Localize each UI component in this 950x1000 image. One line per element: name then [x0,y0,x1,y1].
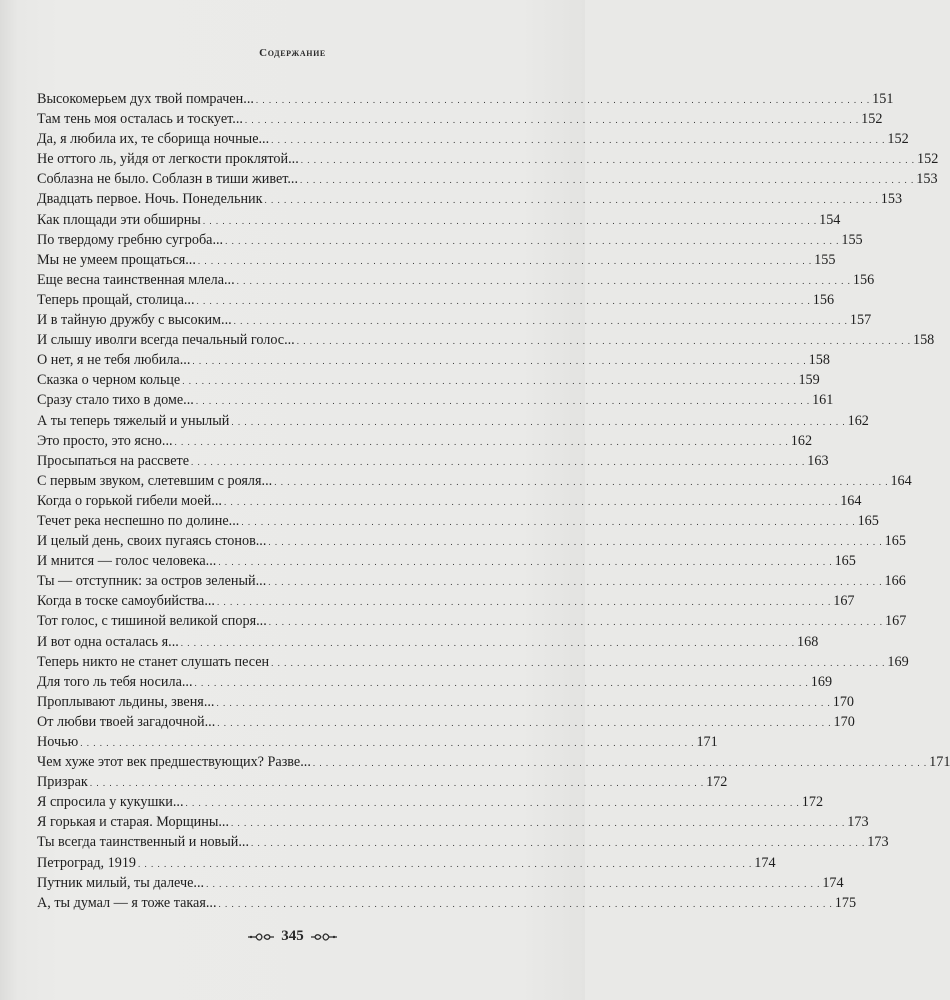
toc-entry-page: 162 [847,412,869,429]
fleuron-ornament-icon [310,931,338,943]
toc-entry [37,270,875,290]
toc-dot-leader [256,89,870,110]
toc-entry-title: Высокомерьем дух твой помрачен... [37,91,254,107]
toc-entry-page: 152 [887,131,909,148]
toc-entry-title: Призрак [37,774,88,791]
toc-entry-page: 156 [852,271,875,288]
toc-dot-leader [271,129,885,150]
toc-entry-title: А ты теперь тяжелый и унылый [37,412,230,429]
toc-entry-page: 158 [808,352,830,369]
toc-dot-leader [217,591,831,612]
toc-entry [37,772,728,792]
toc-entry-title: И слышу иволги всегда печальный голос... [37,332,295,349]
toc-entry-title: Ночью [37,734,79,750]
toc-entry-title: Для того ль тебя носила... [37,673,193,690]
toc-entry-title: И мнится — голос человека... [37,553,217,570]
toc-entry-title: Теперь никто не станет слушать песен [37,653,270,670]
toc-entry-title: По твердому гребню сугроба... [37,231,224,248]
toc-entry [37,210,841,230]
page-footer [0,928,585,945]
toc-entry-title: Когда в тоске самоубийства... [37,593,215,610]
toc-entry-page: 168 [797,633,819,650]
toc-entry-page: 153 [916,171,938,188]
toc-dot-leader [265,189,879,210]
toc-entry-title: Тот голос, с тишиной великой споря... [37,613,267,630]
toc-entry-page: 151 [872,91,894,107]
toc-dot-leader [80,732,694,753]
toc-entry-title: Путник милый, ты далече... [37,874,205,891]
toc-entry-page: 162 [790,432,813,449]
toc-entry [37,109,883,129]
toc-entry [37,832,889,852]
toc-entry-title: Я спросила у кукушки... [37,794,184,811]
toc-entry-page: 156 [812,291,835,308]
toc-entry-page: 167 [885,613,907,630]
toc-dot-leader [231,411,845,432]
toc-dot-leader [217,712,831,733]
toc-entry-page: 173 [867,834,889,851]
toc-dot-leader [219,893,833,914]
toc-entry-page: 165 [884,533,906,550]
toc-dot-leader [297,330,911,351]
toc-dot-leader [186,792,800,813]
toc-entry-title: Просыпаться на рассвете [37,452,190,469]
toc-entry [37,250,836,270]
toc-dot-leader [268,571,882,592]
toc-entry [37,129,909,149]
toc-dot-leader [198,250,812,271]
toc-entry-title: Сказка о черном кольце [37,372,181,389]
toc-dot-leader [237,270,851,291]
toc-entry-page: 174 [754,854,776,871]
toc-entry-page: 164 [890,472,912,489]
toc-entry-title: А, ты думал — я тоже такая... [37,894,217,911]
page-header: Содержание [259,47,326,59]
toc-entry-title: Не оттого ль, уйдя от легкости проклятой... [37,151,299,168]
toc-entry [37,451,829,471]
toc-entry-page: 173 [847,814,869,831]
toc-entry-page: 172 [801,794,824,811]
toc-dot-leader [138,853,752,874]
toc-entry-title: Соблазна не было. Соблазн в тиши живет... [37,171,299,188]
toc-entry-title: От любви твоей загадочной... [37,713,216,730]
toc-entry [37,591,855,611]
toc-entry-page: 152 [861,111,883,128]
toc-entry-page: 165 [857,512,879,529]
toc-entry-title: Еще весна таинственная млела... [37,271,235,288]
toc-entry [37,752,950,772]
toc-entry-page: 152 [917,151,939,168]
toc-dot-leader [197,290,811,311]
toc-entry-title: И в тайную дружбу с высоким... [37,312,232,329]
toc-entry [37,873,844,893]
toc-entry-page: 153 [880,191,903,208]
toc-entry-page: 175 [834,894,857,911]
toc-entry [37,792,824,812]
toc-entry-title: Там тень моя осталась и тоскует... [37,111,243,128]
toc-entry [37,471,912,491]
toc-entry-title: С первым звуком, слетевшим с рояля... [37,472,273,489]
toc-dot-leader [181,632,795,653]
toc-entry [37,531,906,551]
toc-entry [37,431,813,451]
toc-dot-leader [268,531,882,552]
toc-entry-page: 161 [812,392,834,409]
toc-dot-leader [274,471,888,492]
toc-entry-page: 170 [832,693,854,710]
toc-entry-page: 159 [798,372,820,389]
toc-entry-page: 158 [912,332,935,349]
toc-dot-leader [206,873,820,894]
toc-entry [37,853,776,873]
toc-entry [37,571,906,591]
toc-dot-leader [300,169,914,190]
toc-dot-leader [192,350,806,371]
toc-entry-page: 155 [814,251,836,268]
toc-entry [37,290,835,310]
toc-entry-page: 167 [833,593,855,610]
toc-entry-title: Петроград, 1919 [37,854,137,871]
toc-entry-page: 166 [884,573,906,590]
toc-entry-page: 169 [810,673,833,690]
toc-entry [37,189,903,209]
toc-entry-page: 170 [833,713,855,730]
toc-entry-title: Да, я любила их, те сборища ночные... [37,131,270,148]
toc-entry [37,390,834,410]
toc-entry [37,370,820,390]
toc-entry-title: Чем хуже этот век предшествующих? Разве... [37,754,311,771]
toc-dot-leader [90,772,704,793]
toc-entry [37,89,894,109]
toc-entry-page: 155 [841,231,863,248]
toc-entry-title: Ты — отступник: за остров зеленый... [37,573,267,590]
toc-entry [37,350,830,370]
toc-dot-leader [182,370,796,391]
toc-entry [37,652,909,672]
toc-entry-title: И вот одна осталась я... [37,633,179,650]
toc-dot-leader [271,652,885,673]
toc-dot-leader [196,390,810,411]
toc-entry [37,169,938,189]
toc-dot-leader [231,812,845,833]
toc-entry-title: Это просто, это ясно... [37,432,173,449]
toc-entry-title: Ты всегда таинственный и новый... [37,834,250,851]
toc-entry-page: 169 [887,653,909,670]
toc-entry [37,511,879,531]
toc-dot-leader [251,832,865,853]
toc-dot-leader [301,149,915,170]
toc-entry [37,230,863,250]
toc-entry-title: Двадцать первое. Ночь. Понедельник [37,191,263,208]
toc-entry-page: 165 [834,553,856,570]
toc-entry-title: Я горькая и старая. Морщины... [37,814,230,831]
toc-entry [37,672,833,692]
toc-dot-leader [245,109,859,130]
toc-dot-leader [175,431,789,452]
toc-entry-page: 171 [696,734,718,750]
fleuron-ornament-icon [247,931,275,943]
toc-dot-leader [195,672,809,693]
page-number: 345 [281,928,304,944]
toc-dot-leader [269,611,883,632]
toc-entry [37,551,856,571]
toc-entry [37,491,862,511]
toc-dot-leader [218,551,832,572]
toc-entry-title: Проплывают льдины, звеня... [37,693,215,710]
toc-entry-page: 157 [849,312,872,329]
toc-entry [37,632,819,652]
toc-entry-title: И целый день, своих пугаясь стонов... [37,533,267,550]
toc-dot-leader [216,692,830,713]
toc-entry [37,411,869,431]
toc-dot-leader [191,451,805,472]
toc-entry [37,732,718,752]
toc-dot-leader [241,511,855,532]
toc-entry [37,149,939,169]
toc-entry [37,893,857,913]
toc-entry-title: Сразу стало тихо в доме... [37,392,194,409]
toc-entry-page: 174 [822,874,844,891]
toc-entry [37,712,855,732]
toc-entry-page: 171 [929,754,950,771]
toc-entry-title: Как площади эти обширны [37,211,201,228]
toc-entry-title: Мы не умеем прощаться... [37,251,196,268]
toc-entry-page: 163 [807,452,829,469]
toc-dot-leader [234,310,848,331]
toc-dot-leader [203,210,817,231]
toc-entry [37,692,854,712]
toc-entry-title: Течет река неспешно по долине... [37,512,240,529]
toc-entry-title: О нет, я не тебя любила... [37,352,191,369]
toc-entry-page: 164 [840,492,862,509]
table-of-contents [37,89,950,913]
toc-dot-leader [224,491,838,512]
toc-entry [37,611,907,631]
toc-entry-page: 172 [706,774,728,791]
toc-entry-title: Теперь прощай, столица... [37,291,195,308]
toc-entry [37,812,869,832]
toc-entry [37,330,935,350]
toc-entry-title: Когда о горькой гибели моей... [37,492,222,509]
toc-dot-leader [313,752,927,773]
toc-entry-page: 154 [819,211,841,228]
toc-dot-leader [225,230,839,251]
toc-entry [37,310,872,330]
